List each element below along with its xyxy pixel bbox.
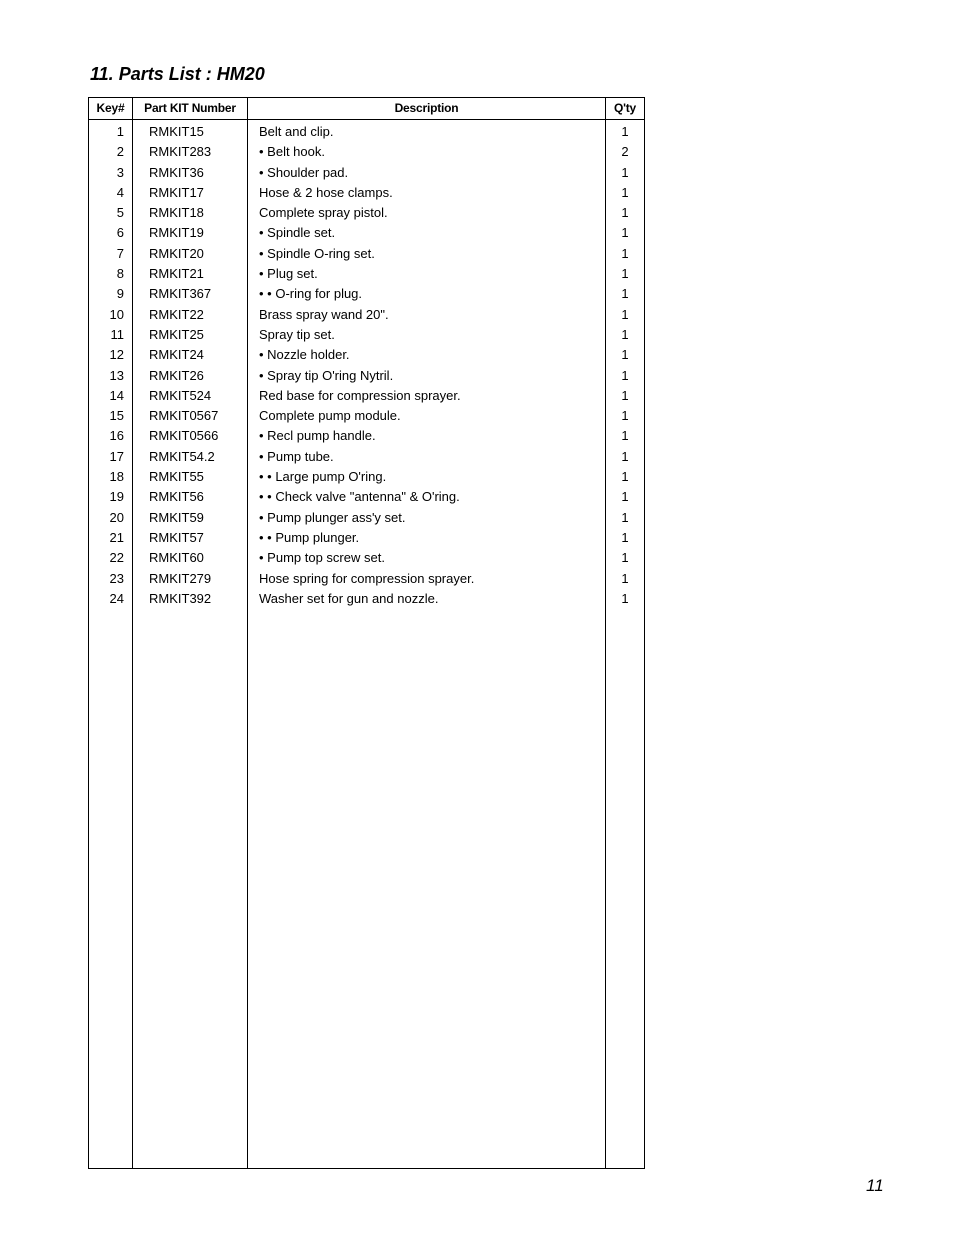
- qty-cell: 1: [621, 266, 629, 282]
- part-kit-number-cell: RMKIT26: [149, 367, 204, 383]
- qty-cell: 2: [621, 144, 629, 160]
- table-body: [89, 122, 644, 609]
- qty-cell: 1: [621, 408, 629, 424]
- qty-cell: 1: [621, 367, 629, 383]
- qty-cell: 1: [621, 428, 629, 444]
- qty-cell: 1: [621, 509, 629, 525]
- key-cell: 5: [116, 205, 124, 221]
- page-title: 11. Parts List : HM20: [90, 64, 265, 84]
- part-kit-number-cell: RMKIT21: [149, 266, 204, 282]
- header-divider: [89, 119, 644, 120]
- parts-table: [88, 97, 645, 1169]
- part-kit-number-cell: RMKIT55: [149, 469, 204, 485]
- table-row: [89, 589, 644, 609]
- qty-cell: 1: [621, 387, 629, 403]
- qty-cell: 1: [621, 489, 629, 505]
- key-cell: 19: [109, 489, 124, 505]
- key-cell: 7: [116, 245, 124, 261]
- key-cell: 18: [109, 469, 124, 485]
- description-cell: Brass spray wand 20".: [259, 306, 389, 322]
- table-row: [89, 223, 644, 243]
- qty-cell: 1: [621, 550, 629, 566]
- key-cell: 13: [109, 367, 124, 383]
- table-row: [89, 426, 644, 446]
- key-cell: 16: [109, 428, 124, 444]
- header-qty: Q'ty: [613, 101, 637, 115]
- description-cell: • • O-ring for plug.: [259, 286, 363, 302]
- table-row: [89, 163, 644, 183]
- qty-cell: 1: [621, 570, 629, 586]
- qty-cell: 1: [621, 184, 629, 200]
- key-cell: 22: [109, 550, 124, 566]
- description-cell: Hose spring for compression sprayer.: [259, 570, 475, 586]
- header-description: Description: [394, 101, 459, 115]
- key-cell: 6: [116, 225, 124, 241]
- qty-cell: 1: [621, 286, 629, 302]
- key-cell: 15: [109, 408, 124, 424]
- part-kit-number-cell: RMKIT17: [149, 184, 204, 200]
- table-row: [89, 508, 644, 528]
- qty-cell: 1: [621, 164, 629, 180]
- page-number: 11: [866, 1176, 884, 1195]
- table-row: [89, 183, 644, 203]
- qty-cell: 1: [621, 590, 629, 606]
- description-cell: • Recl pump handle.: [259, 428, 376, 444]
- table-row: [89, 142, 644, 162]
- part-kit-number-cell: RMKIT59: [149, 509, 204, 525]
- description-cell: • Spindle O-ring set.: [259, 245, 375, 261]
- key-cell: 21: [109, 529, 124, 545]
- description-cell: Complete pump module.: [259, 408, 401, 424]
- table-row: [89, 244, 644, 264]
- description-cell: • Belt hook.: [259, 144, 325, 160]
- qty-cell: 1: [621, 205, 629, 221]
- qty-cell: 1: [621, 124, 629, 139]
- table-row: [89, 487, 644, 507]
- part-kit-number-cell: RMKIT22: [149, 306, 204, 322]
- qty-cell: 1: [621, 448, 629, 464]
- part-kit-number-cell: RMKIT367: [149, 286, 212, 302]
- table-row: [89, 203, 644, 223]
- header-part-kit-number: Part KIT Number: [144, 101, 236, 115]
- description-cell: Washer set for gun and nozzle.: [259, 590, 439, 606]
- table-row: [89, 528, 644, 548]
- table-row: [89, 122, 644, 142]
- part-kit-number-cell: RMKIT54.2: [149, 448, 215, 464]
- table-row: [89, 386, 644, 406]
- part-kit-number-cell: RMKIT19: [149, 225, 204, 241]
- part-kit-number-cell: RMKIT20: [149, 245, 204, 261]
- description-cell: Spray tip set.: [259, 326, 335, 342]
- part-kit-number-cell: RMKIT24: [149, 347, 204, 363]
- qty-cell: 1: [621, 347, 629, 363]
- table-row: [89, 325, 644, 345]
- key-cell: 10: [109, 306, 124, 322]
- part-kit-number-cell: RMKIT279: [149, 570, 212, 586]
- description-cell: • Spindle set.: [259, 225, 336, 241]
- description-cell: Hose & 2 hose clamps.: [259, 184, 393, 200]
- key-cell: 12: [109, 347, 124, 363]
- qty-cell: 1: [621, 469, 629, 485]
- table-row: [89, 569, 644, 589]
- part-kit-number-cell: RMKIT524: [149, 387, 212, 403]
- key-cell: 8: [116, 266, 124, 282]
- part-kit-number-cell: RMKIT57: [149, 529, 204, 545]
- part-kit-number-cell: RMKIT56: [149, 489, 204, 505]
- part-kit-number-cell: RMKIT15: [149, 124, 204, 139]
- key-cell: 1: [116, 124, 124, 139]
- part-kit-number-cell: RMKIT60: [149, 550, 204, 566]
- description-cell: • • Large pump O'ring.: [259, 469, 387, 485]
- part-kit-number-cell: RMKIT0567: [149, 408, 219, 424]
- description-cell: Belt and clip.: [259, 124, 334, 139]
- qty-cell: 1: [621, 225, 629, 241]
- description-cell: • Shoulder pad.: [259, 164, 349, 180]
- qty-cell: 1: [621, 245, 629, 261]
- description-cell: • Pump plunger ass'y set.: [259, 509, 406, 525]
- description-cell: Red base for compression sprayer.: [259, 387, 461, 403]
- key-cell: 2: [116, 144, 124, 160]
- description-cell: • Spray tip O'ring Nytril.: [259, 367, 394, 383]
- key-cell: 14: [109, 387, 124, 403]
- table-row: [89, 406, 644, 426]
- key-cell: 17: [109, 448, 124, 464]
- header-key: Key#: [96, 101, 125, 115]
- description-cell: • • Check valve "antenna" & O'ring.: [259, 489, 460, 505]
- qty-cell: 1: [621, 306, 629, 322]
- key-cell: 11: [110, 326, 124, 342]
- part-kit-number-cell: RMKIT18: [149, 205, 204, 221]
- table-row: [89, 284, 644, 304]
- part-kit-number-cell: RMKIT25: [149, 326, 204, 342]
- description-cell: • Pump top screw set.: [259, 550, 385, 566]
- table-row: [89, 264, 644, 284]
- table-row: [89, 467, 644, 487]
- table-row: [89, 447, 644, 467]
- table-row: [89, 366, 644, 386]
- description-cell: • Nozzle holder.: [259, 347, 350, 363]
- description-cell: Complete spray pistol.: [259, 205, 388, 221]
- key-cell: 3: [116, 164, 124, 180]
- description-cell: • Plug set.: [259, 266, 318, 282]
- part-kit-number-cell: RMKIT283: [149, 144, 212, 160]
- key-cell: 9: [116, 286, 124, 302]
- key-cell: 23: [109, 570, 124, 586]
- table-row: [89, 305, 644, 325]
- part-kit-number-cell: RMKIT36: [149, 164, 204, 180]
- description-cell: • • Pump plunger.: [259, 529, 360, 545]
- table-row: [89, 548, 644, 568]
- qty-cell: 1: [621, 529, 629, 545]
- description-cell: • Pump tube.: [259, 448, 334, 464]
- part-kit-number-cell: RMKIT392: [149, 590, 212, 606]
- part-kit-number-cell: RMKIT0566: [149, 428, 219, 444]
- key-cell: 20: [109, 509, 124, 525]
- key-cell: 4: [116, 184, 124, 200]
- qty-cell: 1: [621, 326, 629, 342]
- key-cell: 24: [109, 590, 124, 606]
- table-row: [89, 345, 644, 365]
